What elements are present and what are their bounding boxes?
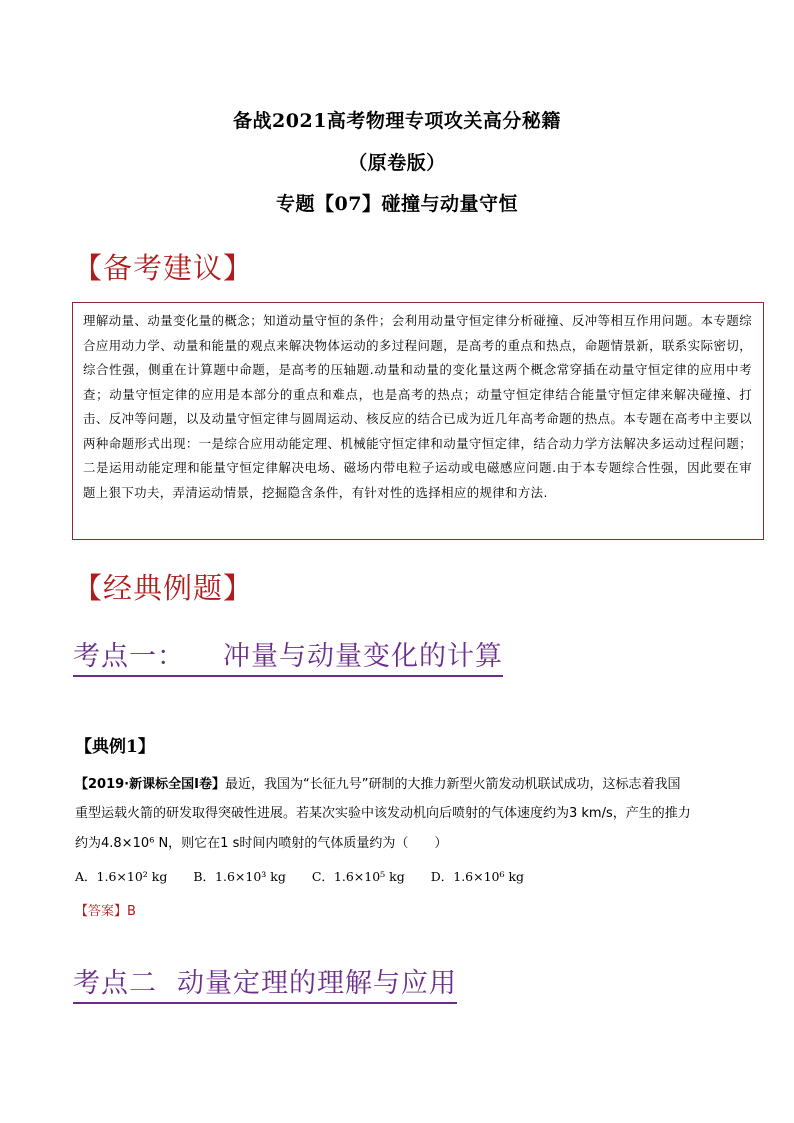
example-1-text-1: 最近，我国为“长征九号”研制的大推力新型火箭发动机联试成功，这标志着我国 — [224, 777, 681, 792]
example-1-answer: 【答案】B — [75, 904, 136, 919]
example-1-options — [75, 867, 546, 885]
example-1-line-2: 重型运载火箭的研发取得突破性进展。若某次实验中该发动机向后喷射的气体速度约为3 km/s，产生的推力 — [75, 806, 691, 821]
main-title: 备战2021高考物理专项攻关高分秘籍 — [233, 110, 561, 132]
example-1-source: 【2019·新课标全国Ⅰ卷】 — [75, 777, 225, 792]
kaodian-2-prefix: 考点二 — [73, 968, 157, 999]
edition-subtitle: （原卷版） — [348, 152, 446, 174]
example-1-line-1 — [75, 773, 680, 792]
example-1-label: 【典例1】 — [75, 737, 155, 757]
option-c: C．1.6×10⁵ kg — [311, 869, 405, 884]
advice-box — [72, 302, 764, 540]
kaodian-1-prefix: 考点一： — [73, 641, 185, 672]
option-b: B．1.6×10³ kg — [193, 869, 286, 884]
topic-title: 专题【07】碰撞与动量守恒 — [276, 193, 518, 215]
option-d: D．1.6×10⁶ kg — [430, 869, 525, 884]
option-a: A．1.6×10² kg — [75, 869, 168, 884]
kaodian-1-title: 冲量与动量变化的计算 — [223, 641, 503, 672]
kaodian-2-heading — [73, 967, 457, 1004]
examples-heading: 【经典例题】 — [73, 571, 254, 605]
kaodian-2-title: 动量定理的理解与应用 — [177, 968, 457, 999]
kaodian-1-heading — [73, 640, 503, 677]
advice-text: 理解动量、动量变化量的概念；知道动量守恒的条件；会利用动量守恒定律分析碰撞、反冲等相互作用问题。本专题综合应用动力学、动量和能量的观点来解决物体运动的多过程问题，是高考的重点和热点，命题情景新，联系实际密切，综合性强，侧重在计算题中命题，是高考的压轴题.动量和动量的变化量这两个概念常穿插在动量守恒定律的应用中考查；动量守恒定律的应用是本部分的重点和难点，也是高考的热点；动量守恒定律结合能量守恒定律来解决碰撞、打击、反冲等问题，以及动量守恒定律与圆周运动、核反应的结合已成为近几年高考命题的热点。本专题在高考中主要以两种命题形式出现：一是综合应用动能定理、机械能守恒定律和动量守恒定律，结合动力学方法解决多运动过程问题；二是运用动能定理和能量守恒定律解决电场、磁场内带电粒子运动或电磁感应问题.由于本专题综合性强，因此要在审题上狠下功夫，弄清运动情景，挖掘隐含条件，有针对性的选择相应的规律和方法. — [83, 313, 752, 500]
advice-heading: 【备考建议】 — [73, 251, 254, 285]
example-1-line-3: 约为4.8×10⁶ N，则它在1 s时间内喷射的气体质量约为（ ） — [75, 836, 448, 851]
